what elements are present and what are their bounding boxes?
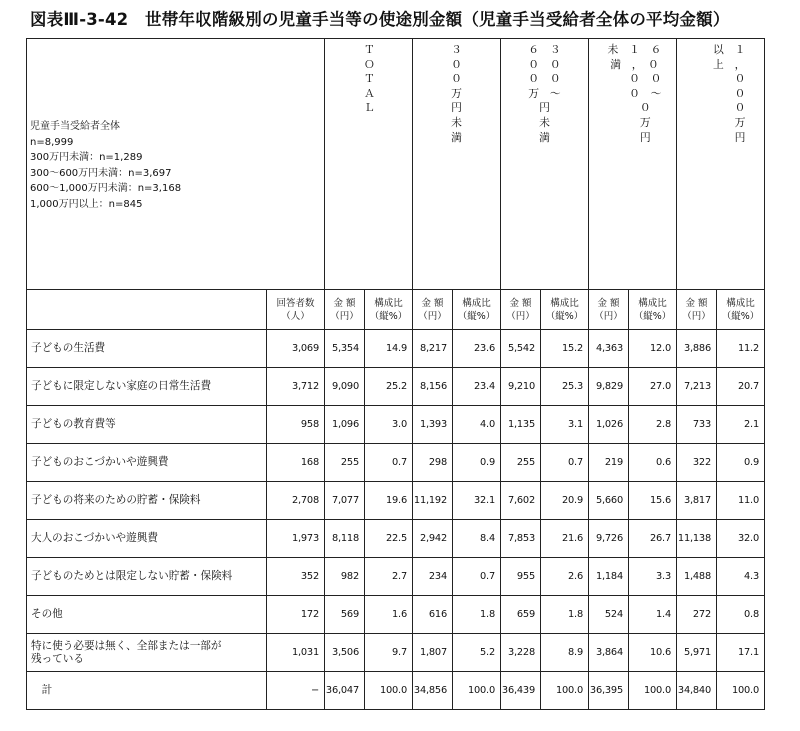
amount-cell: 1,184	[589, 558, 629, 596]
table-row	[27, 406, 765, 444]
amount-cell: 4,363	[589, 330, 629, 368]
amount-cell: 1,135	[501, 406, 541, 444]
amount-cell: 34,840	[677, 672, 717, 710]
respondent-count: 1,031	[267, 634, 325, 672]
subheader-amount	[589, 290, 629, 330]
note-line: 300〜600万円未満：n=3,697	[30, 167, 172, 179]
respondent-count: 958	[267, 406, 325, 444]
subheader-ratio-label: 構成比 （縦%）	[457, 297, 496, 322]
amount-cell: 1,807	[413, 634, 453, 672]
amount-cell: 5,542	[501, 330, 541, 368]
page-title: 図表Ⅲ-3-42 世帯年収階級別の児童手当等の使途別金額（児童手当受給者全体の平均金額）	[30, 10, 730, 29]
amount-cell: 7,853	[501, 520, 541, 558]
ratio-cell: 3.3	[629, 558, 677, 596]
ratio-cell: 0.7	[365, 444, 413, 482]
ratio-cell: 1.4	[629, 596, 677, 634]
subheader-ratio	[541, 290, 589, 330]
subheader-amount-label: 金 額 （円）	[682, 297, 711, 322]
ratio-cell: 25.3	[541, 368, 589, 406]
amount-cell: 234	[413, 558, 453, 596]
ratio-cell: 0.8	[717, 596, 765, 634]
table-row	[27, 672, 765, 710]
respondent-count: 352	[267, 558, 325, 596]
amount-cell: 5,354	[325, 330, 365, 368]
ratio-cell: 23.4	[453, 368, 501, 406]
group-header-row	[27, 39, 765, 290]
amount-cell: 5,971	[677, 634, 717, 672]
notes-cell	[27, 39, 325, 290]
amount-cell: 524	[589, 596, 629, 634]
subheader-blank	[27, 290, 267, 330]
amount-cell: 3,864	[589, 634, 629, 672]
ratio-cell: 1.8	[453, 596, 501, 634]
note-line: n=8,999	[30, 136, 74, 148]
ratio-cell: 12.0	[629, 330, 677, 368]
ratio-cell: 2.8	[629, 406, 677, 444]
ratio-cell: 11.0	[717, 482, 765, 520]
ratio-cell: 0.7	[453, 558, 501, 596]
sample-notes	[27, 39, 324, 212]
row-label: 計	[27, 672, 267, 710]
row-label: 子どもの生活費	[27, 330, 267, 368]
subheader-ratio	[365, 290, 413, 330]
ratio-cell: 20.7	[717, 368, 765, 406]
group-label-under-300: ３ ０ ０ 万 円 未 満	[451, 43, 462, 144]
ratio-cell: 2.7	[365, 558, 413, 596]
ratio-cell: 100.0	[629, 672, 677, 710]
amount-cell: 955	[501, 558, 541, 596]
note-line: 1,000万円以上：n=845	[30, 198, 143, 210]
amount-cell: 3,506	[325, 634, 365, 672]
ratio-cell: 9.7	[365, 634, 413, 672]
group-label-over-1000: 以 １ 上 ， ０ ０ ０ 万 円	[713, 43, 746, 144]
ratio-cell: 2.1	[717, 406, 765, 444]
ratio-cell: 100.0	[453, 672, 501, 710]
amount-cell: 8,156	[413, 368, 453, 406]
respondent-count: 3,069	[267, 330, 325, 368]
subheader-ratio-label: 構成比 （縦%）	[545, 297, 584, 322]
amount-cell: 36,395	[589, 672, 629, 710]
group-label-total: Ｔ Ｏ Ｔ Ａ Ｌ	[364, 43, 375, 115]
ratio-cell: 15.2	[541, 330, 589, 368]
row-label: 子どものためとは限定しない貯蓄・保険料	[27, 558, 267, 596]
ratio-cell: 11.2	[717, 330, 765, 368]
subheader-amount-label: 金 額 （円）	[506, 297, 535, 322]
row-label: 大人のおこづかいや遊興費	[27, 520, 267, 558]
amount-cell: 11,138	[677, 520, 717, 558]
ratio-cell: 1.8	[541, 596, 589, 634]
subheader-ratio	[629, 290, 677, 330]
ratio-cell: 100.0	[717, 672, 765, 710]
amount-cell: 9,829	[589, 368, 629, 406]
ratio-cell: 21.6	[541, 520, 589, 558]
group-label-600-1000: 未 １ ６ 満 ， ０ ０ ０ ０ 〜 ０ 万 円	[607, 43, 662, 144]
note-line: 児童手当受給者全体	[30, 121, 120, 132]
amount-cell: 1,488	[677, 558, 717, 596]
ratio-cell: 0.7	[541, 444, 589, 482]
ratio-cell: 100.0	[365, 672, 413, 710]
ratio-cell: 4.3	[717, 558, 765, 596]
ratio-cell: 27.0	[629, 368, 677, 406]
amount-cell: 9,726	[589, 520, 629, 558]
ratio-cell: 17.1	[717, 634, 765, 672]
ratio-cell: 23.6	[453, 330, 501, 368]
row-label: 特に使う必要は無く、全部または一部が 残っている	[27, 634, 267, 672]
ratio-cell: 19.6	[365, 482, 413, 520]
subheader-amount	[325, 290, 365, 330]
ratio-cell: 0.6	[629, 444, 677, 482]
respondent-count: 168	[267, 444, 325, 482]
note-line: 300万円未満：n=1,289	[30, 152, 143, 163]
amount-cell: 298	[413, 444, 453, 482]
amount-cell: 34,856	[413, 672, 453, 710]
group-header-over-1000	[677, 39, 765, 290]
respondent-count: 1,973	[267, 520, 325, 558]
group-header-600-1000	[589, 39, 677, 290]
amount-cell: 659	[501, 596, 541, 634]
row-label: その他	[27, 596, 267, 634]
ratio-cell: 8.4	[453, 520, 501, 558]
row-label: 子どものおこづかいや遊興費	[27, 444, 267, 482]
amount-cell: 8,217	[413, 330, 453, 368]
respondent-count: 3,712	[267, 368, 325, 406]
group-label-300-600: ６ ３ ０ ０ ０ ０ 万 〜 円 未 満	[528, 43, 561, 144]
table-row	[27, 558, 765, 596]
ratio-cell: 22.5	[365, 520, 413, 558]
amount-cell: 7,213	[677, 368, 717, 406]
subheader-amount	[677, 290, 717, 330]
subheader-ratio	[717, 290, 765, 330]
amount-cell: 3,886	[677, 330, 717, 368]
subheader-ratio-label: 構成比 （縦%）	[633, 297, 672, 322]
ratio-cell: 4.0	[453, 406, 501, 444]
amount-cell: 1,026	[589, 406, 629, 444]
subheader-row	[27, 290, 765, 330]
amount-cell: 569	[325, 596, 365, 634]
subheader-amount-label: 金 額 （円）	[330, 297, 359, 322]
ratio-cell: 3.0	[365, 406, 413, 444]
table-row	[27, 444, 765, 482]
ratio-cell: 20.9	[541, 482, 589, 520]
amount-cell: 11,192	[413, 482, 453, 520]
amount-cell: 9,090	[325, 368, 365, 406]
subheader-amount-label: 金 額 （円）	[594, 297, 623, 322]
subheader-amount-label: 金 額 （円）	[418, 297, 447, 322]
ratio-cell: 0.9	[717, 444, 765, 482]
ratio-cell: 5.2	[453, 634, 501, 672]
amount-cell: 255	[325, 444, 365, 482]
amount-cell: 8,118	[325, 520, 365, 558]
table-row	[27, 634, 765, 672]
ratio-cell: 2.6	[541, 558, 589, 596]
amount-cell: 36,439	[501, 672, 541, 710]
amount-cell: 1,096	[325, 406, 365, 444]
subheader-ratio	[453, 290, 501, 330]
amount-cell: 322	[677, 444, 717, 482]
group-header-under-300	[413, 39, 501, 290]
ratio-cell: 10.6	[629, 634, 677, 672]
amount-cell: 36,047	[325, 672, 365, 710]
subheader-respondents	[267, 290, 325, 330]
table-row	[27, 596, 765, 634]
amount-cell: 2,942	[413, 520, 453, 558]
table-row	[27, 520, 765, 558]
ratio-cell: 15.6	[629, 482, 677, 520]
ratio-cell: 26.7	[629, 520, 677, 558]
ratio-cell: 14.9	[365, 330, 413, 368]
amount-cell: 9,210	[501, 368, 541, 406]
amount-cell: 982	[325, 558, 365, 596]
amount-cell: 5,660	[589, 482, 629, 520]
ratio-cell: 1.6	[365, 596, 413, 634]
amount-cell: 272	[677, 596, 717, 634]
amount-cell: 7,602	[501, 482, 541, 520]
subheader-ratio-label: 構成比 （縦%）	[721, 297, 760, 322]
ratio-cell: 32.1	[453, 482, 501, 520]
ratio-cell: 8.9	[541, 634, 589, 672]
ratio-cell: 25.2	[365, 368, 413, 406]
ratio-cell: 0.9	[453, 444, 501, 482]
subheader-amount	[413, 290, 453, 330]
amount-cell: 733	[677, 406, 717, 444]
row-label: 子どもの将来のための貯蓄・保険料	[27, 482, 267, 520]
table-row	[27, 482, 765, 520]
respondent-count: 2,708	[267, 482, 325, 520]
ratio-cell: 100.0	[541, 672, 589, 710]
subheader-respondents-label: 回答者数 （人）	[276, 297, 315, 322]
table-row	[27, 368, 765, 406]
group-header-300-600	[501, 39, 589, 290]
respondent-count: −	[267, 672, 325, 710]
row-label: 子どもの教育費等	[27, 406, 267, 444]
note-line: 600〜1,000万円未満：n=3,168	[30, 183, 182, 194]
amount-cell: 219	[589, 444, 629, 482]
amount-cell: 616	[413, 596, 453, 634]
subheader-ratio-label: 構成比 （縦%）	[369, 297, 408, 322]
amount-cell: 255	[501, 444, 541, 482]
amount-cell: 1,393	[413, 406, 453, 444]
amount-cell: 3,817	[677, 482, 717, 520]
amount-cell: 7,077	[325, 482, 365, 520]
ratio-cell: 32.0	[717, 520, 765, 558]
subheader-amount	[501, 290, 541, 330]
ratio-cell: 3.1	[541, 406, 589, 444]
table-row	[27, 330, 765, 368]
respondent-count: 172	[267, 596, 325, 634]
group-header-total	[325, 39, 413, 290]
data-table	[26, 38, 765, 710]
row-label: 子どもに限定しない家庭の日常生活費	[27, 368, 267, 406]
amount-cell: 3,228	[501, 634, 541, 672]
